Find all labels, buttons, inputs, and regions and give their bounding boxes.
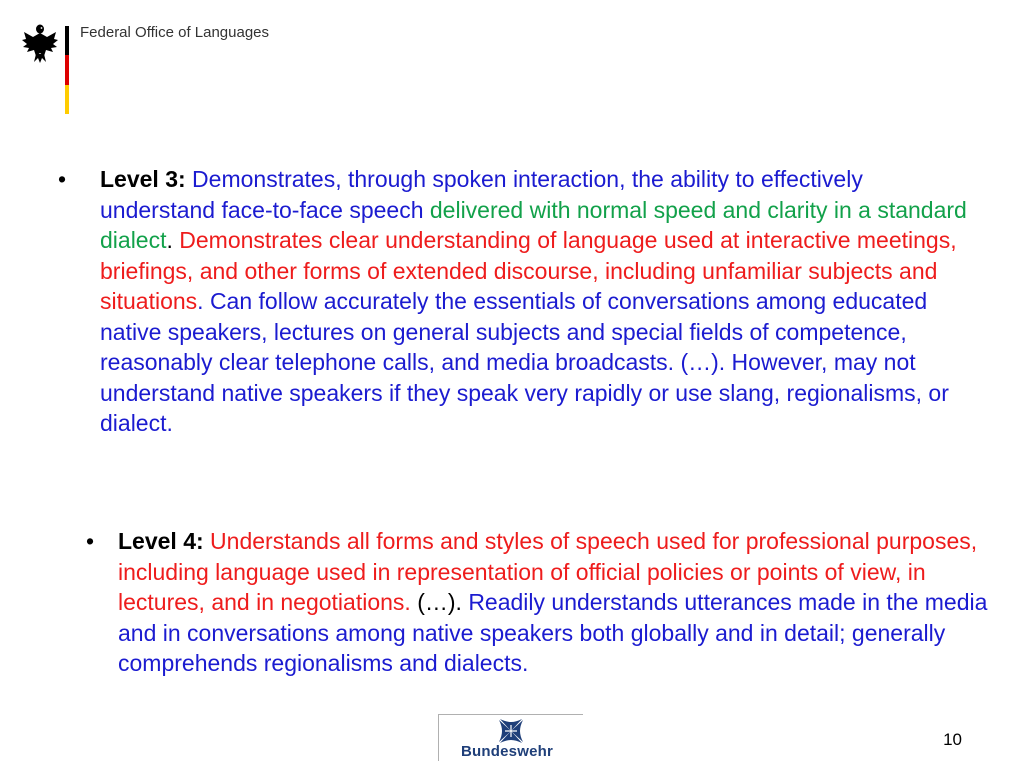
german-flag-bar bbox=[65, 26, 69, 114]
level-3-bullet bbox=[58, 164, 980, 439]
level-4-bullet bbox=[86, 526, 988, 679]
level-text-segment: Understands all forms and styles of speech used for professional purposes, including language used in representation of official policies or points of view, in lectures, and in negotiations. bbox=[118, 528, 978, 615]
level-text-segment: Demonstrates, through spoken interaction, the ability to effectively understand face-to-face speech bbox=[100, 166, 863, 223]
slide-header bbox=[0, 0, 1024, 120]
bullet-dot: • bbox=[86, 528, 95, 554]
iron-cross-icon bbox=[497, 717, 525, 745]
flag-stripe-gold bbox=[65, 85, 69, 114]
level-text-segment: . Can follow accurately the essentials of conversations among educated native speakers, lectures on general subjects and special fields of competence, reasonably clear telephone calls, and media broadcasts. (…). However, may not understand native speakers if they speak very rapidly or use slang, regionalisms, or dialect. bbox=[100, 288, 949, 436]
level-title: Level 4: bbox=[118, 528, 204, 554]
level-text-segment: Readily understands utterances made in the media and in conversations among native speakers both globally and in detail; generally comprehends regionalisms and dialects. bbox=[118, 589, 988, 676]
flag-stripe-red bbox=[65, 55, 69, 84]
federal-eagle-icon bbox=[20, 20, 60, 64]
level-text-segment: (…). bbox=[410, 589, 469, 615]
bullet-dot: • bbox=[58, 166, 67, 192]
bundeswehr-logo bbox=[438, 714, 583, 761]
level-text-segment: delivered with normal speed and clarity in a standard dialect bbox=[100, 196, 967, 253]
level-title: Level 3: bbox=[100, 166, 186, 192]
level-text-segment: . bbox=[166, 227, 180, 253]
bundeswehr-wordmark: Bundeswehr bbox=[461, 743, 554, 760]
flag-stripe-black bbox=[65, 26, 69, 55]
page-number: 10 bbox=[943, 730, 962, 749]
organization-name: Federal Office of Languages bbox=[80, 24, 270, 41]
level-text-segment: Demonstrates clear understanding of language used at interactive meetings, briefings, and other forms of extended discourse, including unfamiliar subjects and situations bbox=[100, 227, 957, 314]
